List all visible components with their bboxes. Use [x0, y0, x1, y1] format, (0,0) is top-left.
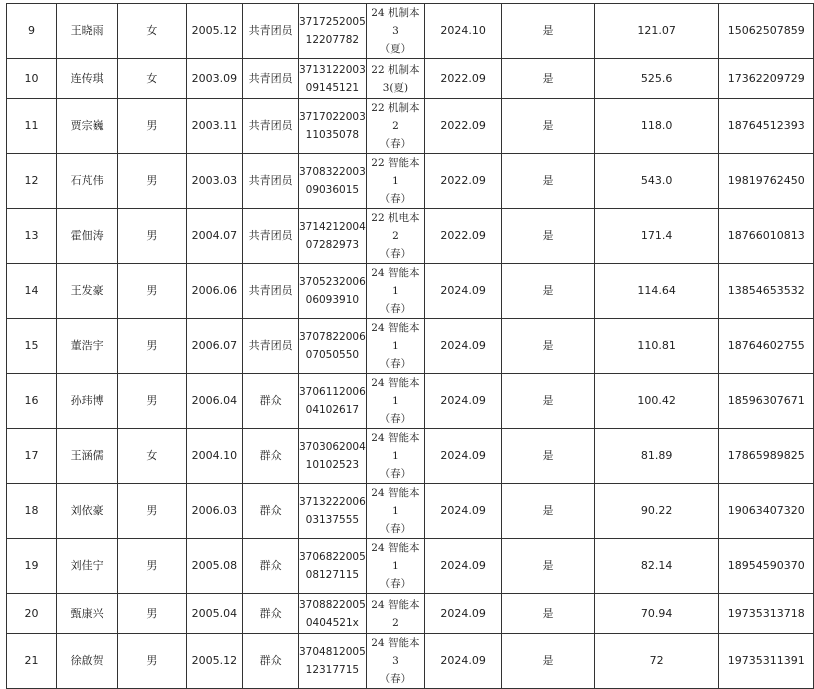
- class-cell: [366, 319, 424, 374]
- amount-cell: 82.14: [594, 539, 719, 594]
- birth-date-cell: 2006.06: [186, 264, 243, 319]
- phone-cell: 13854653532: [719, 264, 814, 319]
- id-number-line-2: 07282973: [305, 239, 360, 251]
- phone-cell: 17362209729: [719, 59, 814, 99]
- phone-cell: 18596307671: [719, 374, 814, 429]
- class-cell: [366, 4, 424, 59]
- status-cell: 是: [502, 209, 595, 264]
- table-row: [7, 154, 814, 209]
- id-number-line-1: 3705232006: [298, 276, 366, 288]
- amount-cell: 81.89: [594, 429, 719, 484]
- table-row: [7, 209, 814, 264]
- phone-cell: 19735311391: [719, 634, 814, 689]
- political-status-cell: 群众: [243, 539, 299, 594]
- name-cell: 连传琪: [56, 59, 117, 99]
- id-number-line-2: 09145121: [305, 81, 360, 94]
- table-row: [7, 539, 814, 594]
- birth-date-cell: 2006.07: [186, 319, 243, 374]
- gender-cell: 男: [118, 154, 186, 209]
- id-number-line-2: 08127115: [305, 569, 360, 581]
- name-cell: 王发豪: [56, 264, 117, 319]
- name-cell: 徐啟贺: [56, 634, 117, 689]
- class-line-2: （春）: [379, 468, 412, 480]
- id-number-line-2: 12317715: [305, 664, 360, 676]
- political-status-cell: 共青团员: [243, 264, 299, 319]
- class-cell: [366, 264, 424, 319]
- amount-cell: 72: [594, 634, 719, 689]
- phone-cell: 18954590370: [719, 539, 814, 594]
- class-line-2: 3(夏): [382, 81, 409, 94]
- phone-cell: 15062507859: [719, 4, 814, 59]
- id-number-line-2: 04102617: [305, 404, 360, 416]
- class-line-1: 24 智能本 2: [371, 598, 420, 629]
- status-cell: 是: [502, 264, 595, 319]
- name-cell: 石芃伟: [56, 154, 117, 209]
- id-number-line-1: 3713222006: [298, 496, 366, 508]
- table-row: [7, 4, 814, 59]
- amount-cell: 110.81: [594, 319, 719, 374]
- table-row: [7, 99, 814, 154]
- row-number-cell: 11: [7, 99, 57, 154]
- id-number-line-1: 3703062004: [298, 441, 366, 453]
- political-status-cell: 群众: [243, 484, 299, 539]
- id-number-line-2: 0404521x: [305, 616, 359, 629]
- id-number-cell: [298, 374, 366, 429]
- political-status-cell: 共青团员: [243, 209, 299, 264]
- id-number-line-2: 09036015: [305, 184, 360, 196]
- id-number-cell: [298, 209, 366, 264]
- id-number-line-2: 06093910: [305, 294, 360, 306]
- class-line-2: （春）: [379, 358, 412, 370]
- id-number-cell: [298, 319, 366, 374]
- birth-date-cell: 2005.12: [186, 634, 243, 689]
- id-number-line-1: 3713122003: [298, 63, 366, 76]
- birth-date-cell: 2006.03: [186, 484, 243, 539]
- class-cell: [366, 154, 424, 209]
- class-cell: [366, 374, 424, 429]
- birth-date-cell: 2004.07: [186, 209, 243, 264]
- class-line-1: 22 机电本 2: [371, 212, 420, 242]
- name-cell: 甄康兴: [56, 594, 117, 634]
- gender-cell: 男: [118, 374, 186, 429]
- political-status-cell: 共青团员: [243, 154, 299, 209]
- id-number-cell: [298, 594, 366, 634]
- class-line-2: （春）: [379, 673, 412, 685]
- status-cell: 是: [502, 99, 595, 154]
- id-number-cell: [298, 154, 366, 209]
- birth-date-cell: 2005.04: [186, 594, 243, 634]
- enrollment-date-cell: 2024.09: [425, 319, 502, 374]
- id-number-line-1: 3707822006: [298, 331, 366, 343]
- name-cell: 王晓雨: [56, 4, 117, 59]
- name-cell: 刘依豪: [56, 484, 117, 539]
- row-number-cell: 13: [7, 209, 57, 264]
- political-status-cell: 群众: [243, 634, 299, 689]
- id-number-line-2: 12207782: [305, 34, 360, 46]
- table-row: [7, 594, 814, 634]
- status-cell: 是: [502, 429, 595, 484]
- political-status-cell: 共青团员: [243, 99, 299, 154]
- table-body: [7, 4, 814, 689]
- class-cell: [366, 539, 424, 594]
- row-number-cell: 18: [7, 484, 57, 539]
- political-status-cell: 共青团员: [243, 319, 299, 374]
- phone-cell: 18766010813: [719, 209, 814, 264]
- phone-cell: 18764602755: [719, 319, 814, 374]
- status-cell: 是: [502, 154, 595, 209]
- amount-cell: 525.6: [594, 59, 719, 99]
- gender-cell: 男: [118, 264, 186, 319]
- birth-date-cell: 2003.11: [186, 99, 243, 154]
- class-line-2: （春）: [379, 248, 412, 260]
- class-cell: [366, 429, 424, 484]
- phone-cell: 18764512393: [719, 99, 814, 154]
- table-row: [7, 634, 814, 689]
- id-number-line-1: 3708322003: [298, 166, 366, 178]
- gender-cell: 男: [118, 539, 186, 594]
- id-number-line-1: 3706112006: [298, 386, 366, 398]
- status-cell: 是: [502, 484, 595, 539]
- row-number-cell: 21: [7, 634, 57, 689]
- row-number-cell: 14: [7, 264, 57, 319]
- class-line-2: （春）: [379, 578, 412, 590]
- phone-cell: 19735313718: [719, 594, 814, 634]
- id-number-line-2: 10102523: [305, 459, 360, 471]
- class-line-2: （春）: [379, 138, 412, 150]
- table-row: [7, 429, 814, 484]
- row-number-cell: 9: [7, 4, 57, 59]
- enrollment-date-cell: 2022.09: [425, 154, 502, 209]
- class-line-1: 22 机制本 2: [371, 102, 420, 132]
- class-line-1: 24 智能本 1: [371, 322, 420, 352]
- id-number-line-1: 3704812005: [298, 646, 366, 658]
- table-row: [7, 264, 814, 319]
- enrollment-date-cell: 2024.09: [425, 484, 502, 539]
- political-status-cell: 群众: [243, 429, 299, 484]
- id-number-line-1: 3717252005: [298, 16, 366, 28]
- gender-cell: 男: [118, 634, 186, 689]
- id-number-line-1: 3717022003: [298, 111, 366, 123]
- table-row: [7, 484, 814, 539]
- amount-cell: 543.0: [594, 154, 719, 209]
- id-number-line-2: 07050550: [305, 349, 360, 361]
- enrollment-date-cell: 2022.09: [425, 59, 502, 99]
- political-status-cell: 群众: [243, 374, 299, 429]
- class-line-1: 24 智能本 1: [371, 267, 420, 297]
- class-line-2: （春）: [379, 523, 412, 535]
- class-line-1: 24 机制本 3: [371, 7, 420, 37]
- row-number-cell: 12: [7, 154, 57, 209]
- row-number-cell: 19: [7, 539, 57, 594]
- name-cell: 王涵儒: [56, 429, 117, 484]
- name-cell: 霍佃涛: [56, 209, 117, 264]
- enrollment-date-cell: 2024.09: [425, 264, 502, 319]
- id-number-cell: [298, 4, 366, 59]
- birth-date-cell: 2006.04: [186, 374, 243, 429]
- amount-cell: 118.0: [594, 99, 719, 154]
- amount-cell: 121.07: [594, 4, 719, 59]
- class-line-1: 22 智能本 1: [371, 157, 420, 187]
- amount-cell: 90.22: [594, 484, 719, 539]
- status-cell: 是: [502, 374, 595, 429]
- amount-cell: 114.64: [594, 264, 719, 319]
- id-number-cell: [298, 99, 366, 154]
- id-number-cell: [298, 264, 366, 319]
- table-row: [7, 374, 814, 429]
- class-cell: [366, 99, 424, 154]
- status-cell: 是: [502, 634, 595, 689]
- political-status-cell: 共青团员: [243, 4, 299, 59]
- class-cell: [366, 209, 424, 264]
- enrollment-date-cell: 2024.09: [425, 429, 502, 484]
- gender-cell: 男: [118, 484, 186, 539]
- gender-cell: 女: [118, 59, 186, 99]
- name-cell: 孙玮博: [56, 374, 117, 429]
- gender-cell: 男: [118, 209, 186, 264]
- birth-date-cell: 2005.12: [186, 4, 243, 59]
- enrollment-date-cell: 2024.09: [425, 539, 502, 594]
- phone-cell: 19819762450: [719, 154, 814, 209]
- gender-cell: 男: [118, 319, 186, 374]
- enrollment-date-cell: 2024.09: [425, 634, 502, 689]
- id-number-line-2: 11035078: [305, 129, 360, 141]
- status-cell: 是: [502, 594, 595, 634]
- class-line-2: （春）: [379, 413, 412, 425]
- id-number-cell: [298, 539, 366, 594]
- birth-date-cell: 2004.10: [186, 429, 243, 484]
- id-number-line-2: 03137555: [305, 514, 360, 526]
- row-number-cell: 17: [7, 429, 57, 484]
- name-cell: 董浩宇: [56, 319, 117, 374]
- amount-cell: 70.94: [594, 594, 719, 634]
- row-number-cell: 20: [7, 594, 57, 634]
- political-status-cell: 共青团员: [243, 59, 299, 99]
- enrollment-date-cell: 2022.09: [425, 209, 502, 264]
- student-table: [6, 3, 814, 689]
- name-cell: 贾宗巍: [56, 99, 117, 154]
- gender-cell: 男: [118, 594, 186, 634]
- id-number-line-1: 3714212004: [298, 221, 366, 233]
- id-number-cell: [298, 634, 366, 689]
- phone-cell: 17865989825: [719, 429, 814, 484]
- row-number-cell: 15: [7, 319, 57, 374]
- birth-date-cell: 2003.03: [186, 154, 243, 209]
- table-row: [7, 319, 814, 374]
- class-line-2: （春）: [379, 193, 412, 205]
- class-line-1: 24 智能本 1: [371, 377, 420, 407]
- class-line-2: （夏）: [379, 43, 412, 55]
- enrollment-date-cell: 2024.09: [425, 374, 502, 429]
- class-cell: [366, 484, 424, 539]
- id-number-line-1: 3706822005: [298, 551, 366, 563]
- class-line-1: 24 智能本 1: [371, 542, 420, 572]
- gender-cell: 女: [118, 429, 186, 484]
- class-cell: [366, 594, 424, 634]
- row-number-cell: 16: [7, 374, 57, 429]
- class-line-1: 24 智能本 3: [371, 637, 420, 667]
- class-line-1: 24 智能本 1: [371, 487, 420, 517]
- class-line-1: 22 机制本: [371, 63, 420, 76]
- enrollment-date-cell: 2024.10: [425, 4, 502, 59]
- row-number-cell: 10: [7, 59, 57, 99]
- status-cell: 是: [502, 319, 595, 374]
- gender-cell: 女: [118, 4, 186, 59]
- class-cell: [366, 634, 424, 689]
- status-cell: 是: [502, 4, 595, 59]
- name-cell: 刘佳宁: [56, 539, 117, 594]
- enrollment-date-cell: 2022.09: [425, 99, 502, 154]
- gender-cell: 男: [118, 99, 186, 154]
- enrollment-date-cell: 2024.09: [425, 594, 502, 634]
- id-number-line-1: 3708822005: [298, 598, 366, 611]
- political-status-cell: 群众: [243, 594, 299, 634]
- class-line-2: （春）: [379, 303, 412, 315]
- class-cell: [366, 59, 424, 99]
- id-number-cell: [298, 484, 366, 539]
- amount-cell: 171.4: [594, 209, 719, 264]
- status-cell: 是: [502, 539, 595, 594]
- amount-cell: 100.42: [594, 374, 719, 429]
- id-number-cell: [298, 59, 366, 99]
- id-number-cell: [298, 429, 366, 484]
- table-row: [7, 59, 814, 99]
- birth-date-cell: 2005.08: [186, 539, 243, 594]
- phone-cell: 19063407320: [719, 484, 814, 539]
- class-line-1: 24 智能本 1: [371, 432, 420, 462]
- birth-date-cell: 2003.09: [186, 59, 243, 99]
- status-cell: 是: [502, 59, 595, 99]
